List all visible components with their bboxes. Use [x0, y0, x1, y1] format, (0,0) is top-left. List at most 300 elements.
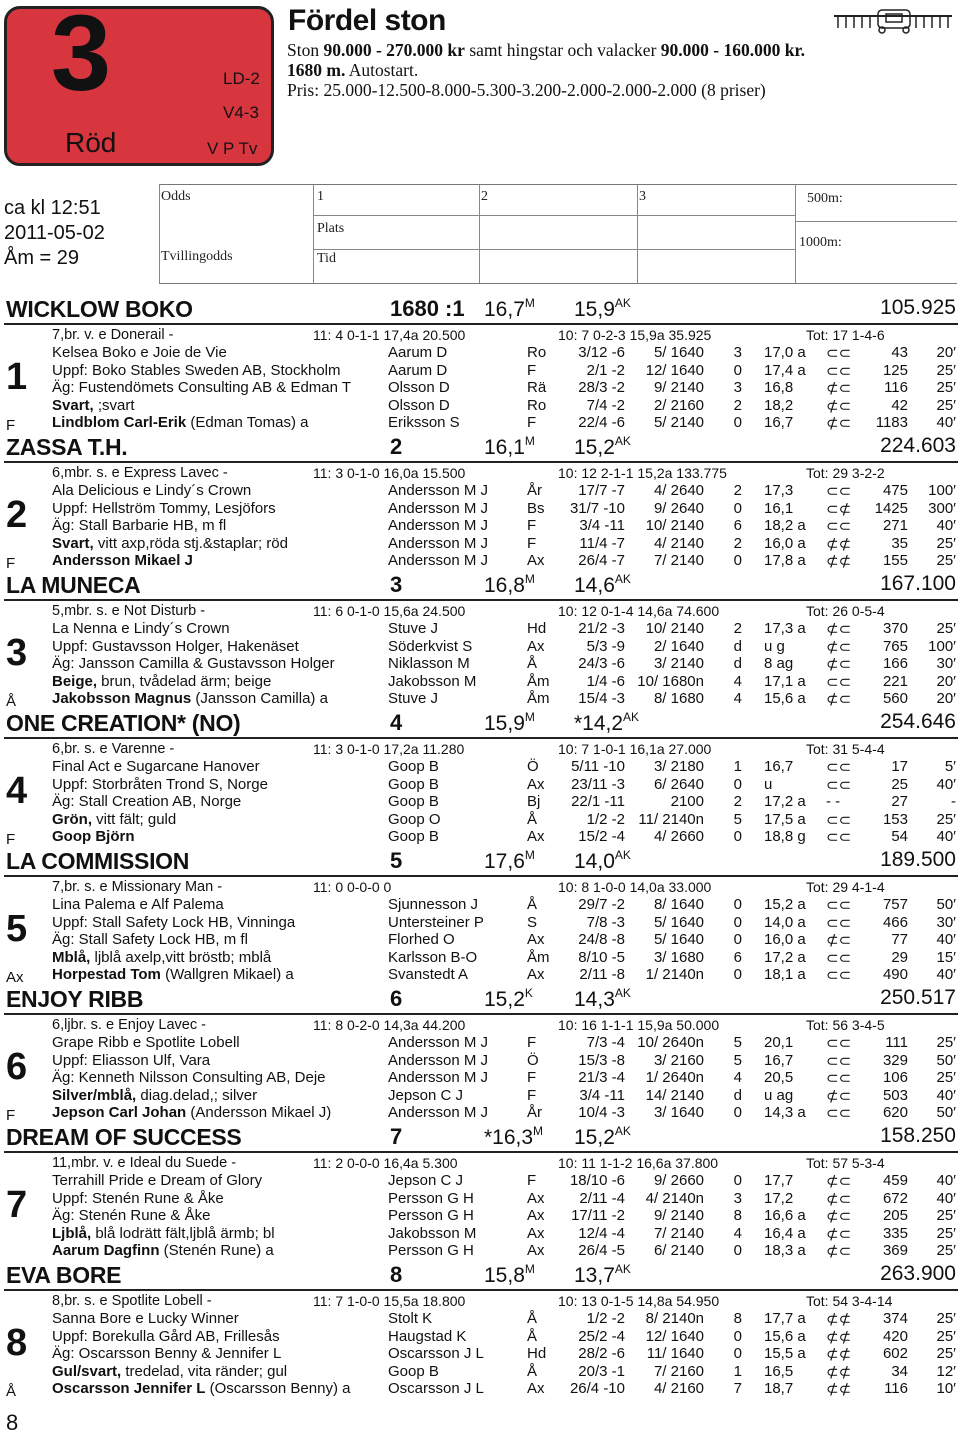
- start-time: 17,7 a: [764, 1310, 806, 1327]
- start-driver: Haugstad K: [388, 1328, 467, 1345]
- horse-info-line: Ljblå, blå lodrätt fält,ljblå ärmb; bl: [52, 1225, 275, 1242]
- start-time: 17,7: [764, 1172, 794, 1189]
- start-time: u ag: [764, 1087, 794, 1104]
- start-track: F: [527, 1172, 537, 1189]
- start-driver: Florhed O: [388, 931, 455, 948]
- start-track: Åm: [527, 949, 550, 966]
- start-distance: 2/ 1640: [653, 638, 704, 655]
- record-total: Tot: 57 5-3-4: [806, 1155, 885, 1171]
- horse-info-line: Sanna Bore e Lucky Winner: [52, 1310, 239, 1327]
- start-time: 8 ag: [764, 655, 794, 672]
- start-prize: 40′: [936, 1087, 956, 1104]
- best-time-2: $14,0^{AK}$: [574, 848, 631, 873]
- record-total: Tot: 56 3-4-5: [806, 1017, 885, 1033]
- start-place: 2: [733, 535, 742, 552]
- start-prize: 25′: [936, 1328, 956, 1345]
- start-place: 0: [733, 828, 742, 845]
- start-time: 14,0 a: [764, 914, 806, 931]
- start-prize: 50′: [936, 896, 956, 913]
- start-track: Ax: [527, 776, 545, 793]
- start-time: 15,6 a: [764, 690, 806, 707]
- best-time-2: $*14,2^{AK}$: [574, 710, 640, 735]
- start-date: 17/7 -7: [578, 482, 625, 499]
- record-2010: 10: 7 1-0-1 16,1a 27.000: [558, 741, 712, 757]
- twin-odds-label: Tvillingodds: [161, 249, 233, 264]
- start-prize: 40′: [936, 931, 956, 948]
- start-time: 17,3 a: [764, 620, 806, 637]
- start-prize: 30′: [936, 655, 956, 672]
- start-number: 7: [6, 1184, 28, 1226]
- start-date: 26/4 -7: [578, 552, 625, 569]
- start-shoes: ⊄⊂: [826, 656, 852, 673]
- shoe-code: F: [6, 417, 16, 434]
- start-time: 18,1 a: [764, 966, 806, 983]
- start-shoes: ⊄⊂: [826, 1191, 852, 1208]
- best-time-1: $15,2^K$: [484, 986, 533, 1011]
- start-time: 17,4 a: [764, 362, 806, 379]
- horse-info-line: Äg: Kenneth Nilsson Consulting AB, Deje: [52, 1069, 326, 1086]
- start-track: F: [527, 414, 537, 431]
- pedigree: 7,br. v. e Donerail -: [52, 327, 174, 343]
- best-time-1: $16,7^M$: [484, 296, 535, 321]
- start-odds: 29: [891, 949, 908, 966]
- start-place: 0: [733, 552, 742, 569]
- start-prize: 10′: [936, 1380, 956, 1397]
- start-date: 26/4 -10: [569, 1380, 625, 1397]
- horse-info-line: Uppf: Gustavsson Holger, Hakenäset: [52, 638, 299, 655]
- start-track: Ro: [527, 397, 547, 414]
- start-prize: 40′: [936, 828, 956, 845]
- horse-info-line: Äg: Stall Safety Lock HB, m fl: [52, 931, 248, 948]
- start-track: Rä: [527, 379, 547, 396]
- start-driver: Goop B: [388, 758, 439, 775]
- divider: [4, 323, 958, 325]
- divider: [4, 875, 958, 877]
- start-odds: 1425: [874, 500, 908, 517]
- horse-info-line: Uppf: Eliasson Ulf, Vara: [52, 1052, 211, 1069]
- start-odds: 27: [891, 793, 908, 810]
- start-number: 2: [6, 494, 28, 536]
- start-distance: 2/ 2160: [653, 397, 704, 414]
- start-distance: 12/ 1640: [645, 1328, 704, 1345]
- start-distance: 8/ 1680: [653, 690, 704, 707]
- start-time: 15,5 a: [764, 1345, 806, 1362]
- start-date: 28/2 -6: [578, 1345, 625, 1362]
- horse-info-line: Äg: Fustendömets Consulting AB & Edman T: [52, 379, 352, 396]
- start-driver: Jakobsson M: [388, 1225, 477, 1242]
- start-driver: Andersson M J: [388, 482, 489, 499]
- start-date: 17/11 -2: [571, 1207, 625, 1224]
- start-shoes: ⊄⊂: [826, 932, 852, 949]
- start-shoes: ⊄⊂: [826, 380, 852, 397]
- start-prize: 20′: [936, 673, 956, 690]
- start-distance: 3/ 1640: [653, 1104, 704, 1121]
- start-prize: 25′: [936, 1345, 956, 1362]
- start-shoes: ⊂⊂: [826, 915, 852, 932]
- start-time: 16,0 a: [764, 931, 806, 948]
- horse-info-line: Äg: Jansson Camilla & Gustavsson Holger: [52, 655, 335, 672]
- start-date: 2/11 -4: [579, 1190, 625, 1207]
- earnings: 263.900: [880, 1262, 956, 1285]
- start-odds: 116: [884, 1380, 908, 1397]
- start-place: 0: [733, 414, 742, 431]
- record-2010: 10: 12 0-1-4 14,6a 74.600: [558, 603, 720, 619]
- record-total: Tot: 29 4-1-4: [806, 879, 885, 895]
- best-time-2: $15,2^{AK}$: [574, 434, 631, 459]
- start-distance: 5/ 1640: [653, 931, 704, 948]
- start-place: 6: [733, 949, 742, 966]
- start-distance: 9/ 2140: [653, 1207, 704, 1224]
- pedigree: 11,mbr. v. e Ideal du Suede -: [52, 1155, 237, 1171]
- record-2011: 11: 8 0-2-0 14,3a 44.200: [313, 1017, 466, 1033]
- start-place: 0: [733, 500, 742, 517]
- start-date: 2/11 -8: [579, 966, 625, 983]
- start-driver: Andersson M J: [388, 1069, 489, 1086]
- record-2010: 10: 8 1-0-0 14,0a 33.000: [558, 879, 712, 895]
- start-prize: 50′: [936, 1104, 956, 1121]
- best-time-1: $16,8^M$: [484, 572, 535, 597]
- start-place: 0: [733, 1172, 742, 1189]
- start-shoes: ⊄⊄: [826, 1346, 852, 1363]
- start-distance: 11/ 2140n: [638, 811, 704, 828]
- shoe-code: F: [6, 831, 16, 848]
- start-time: 16,8: [764, 379, 794, 396]
- start-track: Bs: [527, 500, 545, 517]
- race-color-name: Röd: [65, 127, 117, 158]
- start-driver: Oscarsson J L: [388, 1345, 484, 1362]
- start-distance: 4/ 2140: [653, 535, 704, 552]
- start-distance: 7/ 2140: [653, 552, 704, 569]
- m1000-label: 1000m:: [799, 235, 842, 250]
- start-driver: Untersteiner P: [388, 914, 484, 931]
- earnings: 250.517: [880, 986, 956, 1009]
- start-odds: 106: [882, 1069, 908, 1086]
- start-distance: 9/ 2640: [653, 500, 704, 517]
- start-shoes: ⊄⊄: [826, 553, 852, 570]
- start-time: 14,3 a: [764, 1104, 806, 1121]
- horse-info-line: Jakobsson Magnus (Jansson Camilla) a: [52, 690, 328, 707]
- horse-info-line: Kelsea Boko e Joie de Vie: [52, 344, 227, 361]
- start-time: 17,8 a: [764, 552, 806, 569]
- start-prize: 25′: [936, 811, 956, 828]
- start-time: 17,2 a: [764, 949, 806, 966]
- start-time: 20,1: [764, 1034, 794, 1051]
- start-number: 5: [6, 908, 28, 950]
- start-distance: 10/ 2140: [645, 517, 704, 534]
- start-shoes: ⊄⊂: [826, 415, 852, 432]
- start-track: Å: [527, 811, 538, 828]
- start-distance: 11/ 1640: [646, 1345, 704, 1362]
- start-place: 0: [733, 914, 742, 931]
- start-driver: Stolt K: [388, 1310, 433, 1327]
- horse-info-line: Uppf: Stall Safety Lock HB, Vinninga: [52, 914, 296, 931]
- horse-info-line: Silver/mblå, diag.delad,; silver: [52, 1087, 258, 1104]
- race-badge: [4, 0, 274, 166]
- best-time-2: $15,9^{AK}$: [574, 296, 631, 321]
- start-time: 18,2 a: [764, 517, 806, 534]
- start-place: 2: [733, 397, 742, 414]
- start-date: 15/4 -3: [578, 690, 625, 707]
- start-odds: 459: [882, 1172, 908, 1189]
- start-distance: 1/ 2140n: [645, 966, 704, 983]
- start-odds: 166: [882, 655, 908, 672]
- start-track: Åm: [527, 673, 550, 690]
- shoe-code: F: [6, 1107, 16, 1124]
- start-prize: 20′: [936, 344, 956, 361]
- start-driver: Eriksson S: [388, 414, 460, 431]
- start-odds: 420: [882, 1328, 908, 1345]
- start-track: Å: [527, 1310, 538, 1327]
- best-time-1: $17,6^M$: [484, 848, 535, 873]
- earnings: 189.500: [880, 848, 956, 871]
- record-2011: 11: 7 1-0-0 15,5a 18.800: [313, 1293, 466, 1309]
- start-prize: 40′: [936, 517, 956, 534]
- start-date: 11/4 -7: [579, 535, 625, 552]
- start-track: Ö: [527, 758, 539, 775]
- start-prize: 100′: [928, 638, 956, 655]
- start-place: 6: [733, 517, 742, 534]
- start-distance: 7: [390, 1124, 403, 1149]
- start-shoes: ⊄⊂: [826, 1226, 852, 1243]
- start-distance: 4/ 2140n: [645, 1190, 704, 1207]
- horse-info-line: Beige, brun, tvådelad ärm; beige: [52, 673, 272, 690]
- best-time-1: $16,1^M$: [484, 434, 535, 459]
- start-track: Ax: [527, 1225, 545, 1242]
- start-time: 17,0 a: [764, 344, 806, 361]
- start-odds: 329: [882, 1052, 908, 1069]
- horse-name: EVA BORE: [6, 1262, 122, 1288]
- time-label: Tid: [317, 251, 336, 266]
- start-driver: Andersson M J: [388, 1034, 489, 1051]
- start-shoes: ⊂⊂: [826, 518, 852, 535]
- start-odds: 221: [882, 673, 908, 690]
- start-prize: 30′: [936, 914, 956, 931]
- start-time: 16,7: [764, 1052, 794, 1069]
- start-odds: 54: [891, 828, 908, 845]
- start-prize: 25′: [936, 1034, 956, 1051]
- start-shoes: ⊂⊄: [826, 501, 852, 518]
- start-time: u g: [764, 638, 785, 655]
- start-prize: 25′: [936, 1069, 956, 1086]
- start-place: 1: [733, 758, 742, 775]
- start-time: 16,7: [764, 758, 794, 775]
- start-driver: Goop B: [388, 828, 439, 845]
- start-shoes: ⊄⊄: [826, 1329, 852, 1346]
- start-place: 8: [733, 1310, 742, 1327]
- horse-info-line: Äg: Stall Barbarie HB, m fl: [52, 517, 227, 534]
- start-prize: 25′: [936, 397, 956, 414]
- start-odds: 757: [882, 896, 908, 913]
- start-track: Ax: [527, 1380, 545, 1397]
- start-date: 18/10 -6: [569, 1172, 625, 1189]
- start-shoes: ⊄⊄: [826, 536, 852, 553]
- best-time-2: $15,2^{AK}$: [574, 1124, 631, 1149]
- start-distance: 12/ 1640: [645, 362, 704, 379]
- start-distance: 5: [390, 848, 403, 873]
- start-prize: 25′: [936, 552, 956, 569]
- record-2011: 11: 6 0-1-0 15,6a 24.500: [313, 603, 466, 619]
- start-date: 1/2 -2: [586, 811, 625, 828]
- start-place: 2: [733, 482, 742, 499]
- start-prize: 40′: [936, 776, 956, 793]
- start-distance: 3/ 1680: [653, 949, 704, 966]
- start-prize: 25′: [936, 535, 956, 552]
- start-shoes: ⊄⊂: [826, 398, 852, 415]
- start-shoes: ⊂⊂: [826, 1053, 852, 1070]
- record-total: Tot: 26 0-5-4: [806, 603, 885, 619]
- start-date: 12/4 -4: [578, 1225, 625, 1242]
- start-place: 3: [733, 379, 742, 396]
- start-distance: 14/ 2140: [645, 1087, 704, 1104]
- start-odds: 620: [882, 1104, 908, 1121]
- horse-name: ENJOY RIBB: [6, 986, 144, 1012]
- start-track: Hd: [527, 620, 547, 637]
- start-number: 3: [6, 632, 28, 674]
- start-shoes: ⊄⊂: [826, 1243, 852, 1260]
- start-shoes: ⊄⊂: [826, 1173, 852, 1190]
- shoe-code: Ax: [6, 969, 24, 986]
- start-driver: Jakobsson M: [388, 673, 477, 690]
- track-age: Åm = 29: [4, 247, 80, 269]
- start-shoes: ⊄⊂: [826, 639, 852, 656]
- start-odds: 25: [891, 776, 908, 793]
- start-distance: 7/ 2160: [653, 1363, 704, 1380]
- start-track: Åm: [527, 690, 550, 707]
- game-v4: V4-3: [223, 103, 259, 122]
- start-driver: Andersson M J: [388, 1052, 489, 1069]
- horse-info-line: Uppf: Hellström Tommy, Lesjöfors: [52, 500, 276, 517]
- start-shoes: ⊂⊂: [826, 967, 852, 984]
- start-date: 7/3 -4: [586, 1034, 625, 1051]
- start-place: d: [733, 655, 742, 672]
- start-distance: 5/ 1640: [653, 344, 704, 361]
- start-prize: 25′: [936, 1242, 956, 1259]
- record-total: Tot: 17 1-4-6: [806, 327, 885, 343]
- start-date: 26/4 -5: [578, 1242, 625, 1259]
- start-driver: Svanstedt A: [388, 966, 469, 983]
- start-track: F: [527, 362, 537, 379]
- earnings: 158.250: [880, 1124, 956, 1147]
- horse-info-line: Final Act e Sugarcane Hanover: [52, 758, 260, 775]
- start-prize: 20′: [936, 690, 956, 707]
- start-distance: 10/ 2640n: [637, 1034, 704, 1051]
- start-place: 4: [733, 673, 742, 690]
- record-2011: 11: 4 0-1-1 17,4a 20.500: [313, 327, 466, 343]
- autostart-car-icon: [832, 6, 954, 34]
- race-time-info: [4, 196, 105, 271]
- start-time: 15,2 a: [764, 896, 806, 913]
- start-time: 17,1 a: [764, 673, 806, 690]
- start-driver: Olsson D: [388, 379, 450, 396]
- start-odds: 77: [891, 931, 908, 948]
- record-2011: 11: 2 0-0-0 16,4a 5.300: [313, 1155, 458, 1171]
- start-driver: Persson G H: [388, 1190, 474, 1207]
- start-place: 4: [733, 1069, 742, 1086]
- horse-info-line: Goop Björn: [52, 828, 135, 845]
- pedigree: 6,mbr. s. e Express Lavec -: [52, 465, 228, 481]
- horse-name: ONE CREATION* (NO): [6, 710, 241, 736]
- pedigree: 6,br. s. e Varenne -: [52, 741, 175, 757]
- start-distance: 9/ 2140: [653, 379, 704, 396]
- start-driver: Andersson M J: [388, 500, 489, 517]
- start-place: 7: [733, 1380, 742, 1397]
- start-place: 5: [733, 1034, 742, 1051]
- start-shoes: ⊂⊂: [826, 897, 852, 914]
- start-track: F: [527, 535, 537, 552]
- best-time-1: $*16,3^M$: [484, 1124, 544, 1149]
- start-date: 28/3 -2: [578, 379, 625, 396]
- horse-info-line: Uppf: Boko Stables Sweden AB, Stockholm: [52, 362, 341, 379]
- start-distance: 10/ 2140: [645, 620, 704, 637]
- start-distance: 6/ 2140: [653, 1242, 704, 1259]
- start-prize: 40′: [936, 966, 956, 983]
- start-date: 21/2 -3: [578, 620, 625, 637]
- results-box: [159, 184, 957, 284]
- start-track: Ax: [527, 552, 545, 569]
- horse-info-line: Jepson Carl Johan (Andersson Mikael J): [52, 1104, 332, 1121]
- start-driver: Persson G H: [388, 1207, 474, 1224]
- start-place: 0: [733, 931, 742, 948]
- start-shoes: - -: [826, 793, 841, 810]
- start-shoes: ⊂⊂: [826, 1035, 852, 1052]
- start-odds: 335: [882, 1225, 908, 1242]
- start-odds: 155: [882, 552, 908, 569]
- start-driver: Niklasson M: [388, 655, 470, 672]
- start-track: F: [527, 517, 537, 534]
- start-distance: 6/ 2640: [653, 776, 704, 793]
- start-place: 5: [733, 811, 742, 828]
- start-driver: Goop B: [388, 776, 439, 793]
- record-total: Tot: 54 3-4-14: [806, 1293, 893, 1309]
- start-time: 17,5 a: [764, 811, 806, 828]
- start-odds: 765: [882, 638, 908, 655]
- record-2011: 11: 0 0-0-0 0: [313, 879, 392, 895]
- odds-label: Odds: [161, 189, 191, 204]
- start-place: 1: [733, 1363, 742, 1380]
- start-prize: 25′: [936, 1207, 956, 1224]
- start-time: 17,2 a: [764, 793, 806, 810]
- start-date: 15/3 -8: [578, 1052, 625, 1069]
- start-driver: Goop B: [388, 1363, 439, 1380]
- start-place: 0: [733, 1328, 742, 1345]
- start-time: 18,3 a: [764, 1242, 806, 1259]
- divider: [4, 1013, 958, 1015]
- second-label: 2: [481, 189, 488, 204]
- pedigree: 8,br. s. e Spotlite Lobell -: [52, 1293, 212, 1309]
- horse-info-line: Äg: Oscarsson Benny & Jennifer L: [52, 1345, 282, 1362]
- horse-info-line: Lina Palema e Alf Palema: [52, 896, 224, 913]
- start-driver: Stuve J: [388, 690, 439, 707]
- divider: [4, 1289, 958, 1291]
- start-distance: 3/ 2140: [653, 655, 704, 672]
- place-label: Plats: [317, 221, 345, 236]
- start-odds: 271: [882, 517, 908, 534]
- start-distance: 8: [390, 1262, 403, 1287]
- start-prize: 12′: [936, 1363, 956, 1380]
- game-ld: LD-2: [223, 69, 260, 88]
- start-odds: 205: [882, 1207, 908, 1224]
- horse-info-line: Uppf: Storbråten Trond S, Norge: [52, 776, 268, 793]
- start-track: Ro: [527, 344, 547, 361]
- third-label: 3: [639, 189, 646, 204]
- start-date: 31/7 -10: [569, 500, 625, 517]
- horse-info-line: Horpestad Tom (Wallgren Mikael) a: [52, 966, 294, 983]
- divider: [4, 1151, 958, 1153]
- start-distance: 8/ 1640: [653, 896, 704, 913]
- horse-info-line: Uppf: Stenén Rune & Åke: [52, 1190, 224, 1207]
- start-distance: 3/ 2160: [653, 1052, 704, 1069]
- start-odds: 42: [891, 397, 908, 414]
